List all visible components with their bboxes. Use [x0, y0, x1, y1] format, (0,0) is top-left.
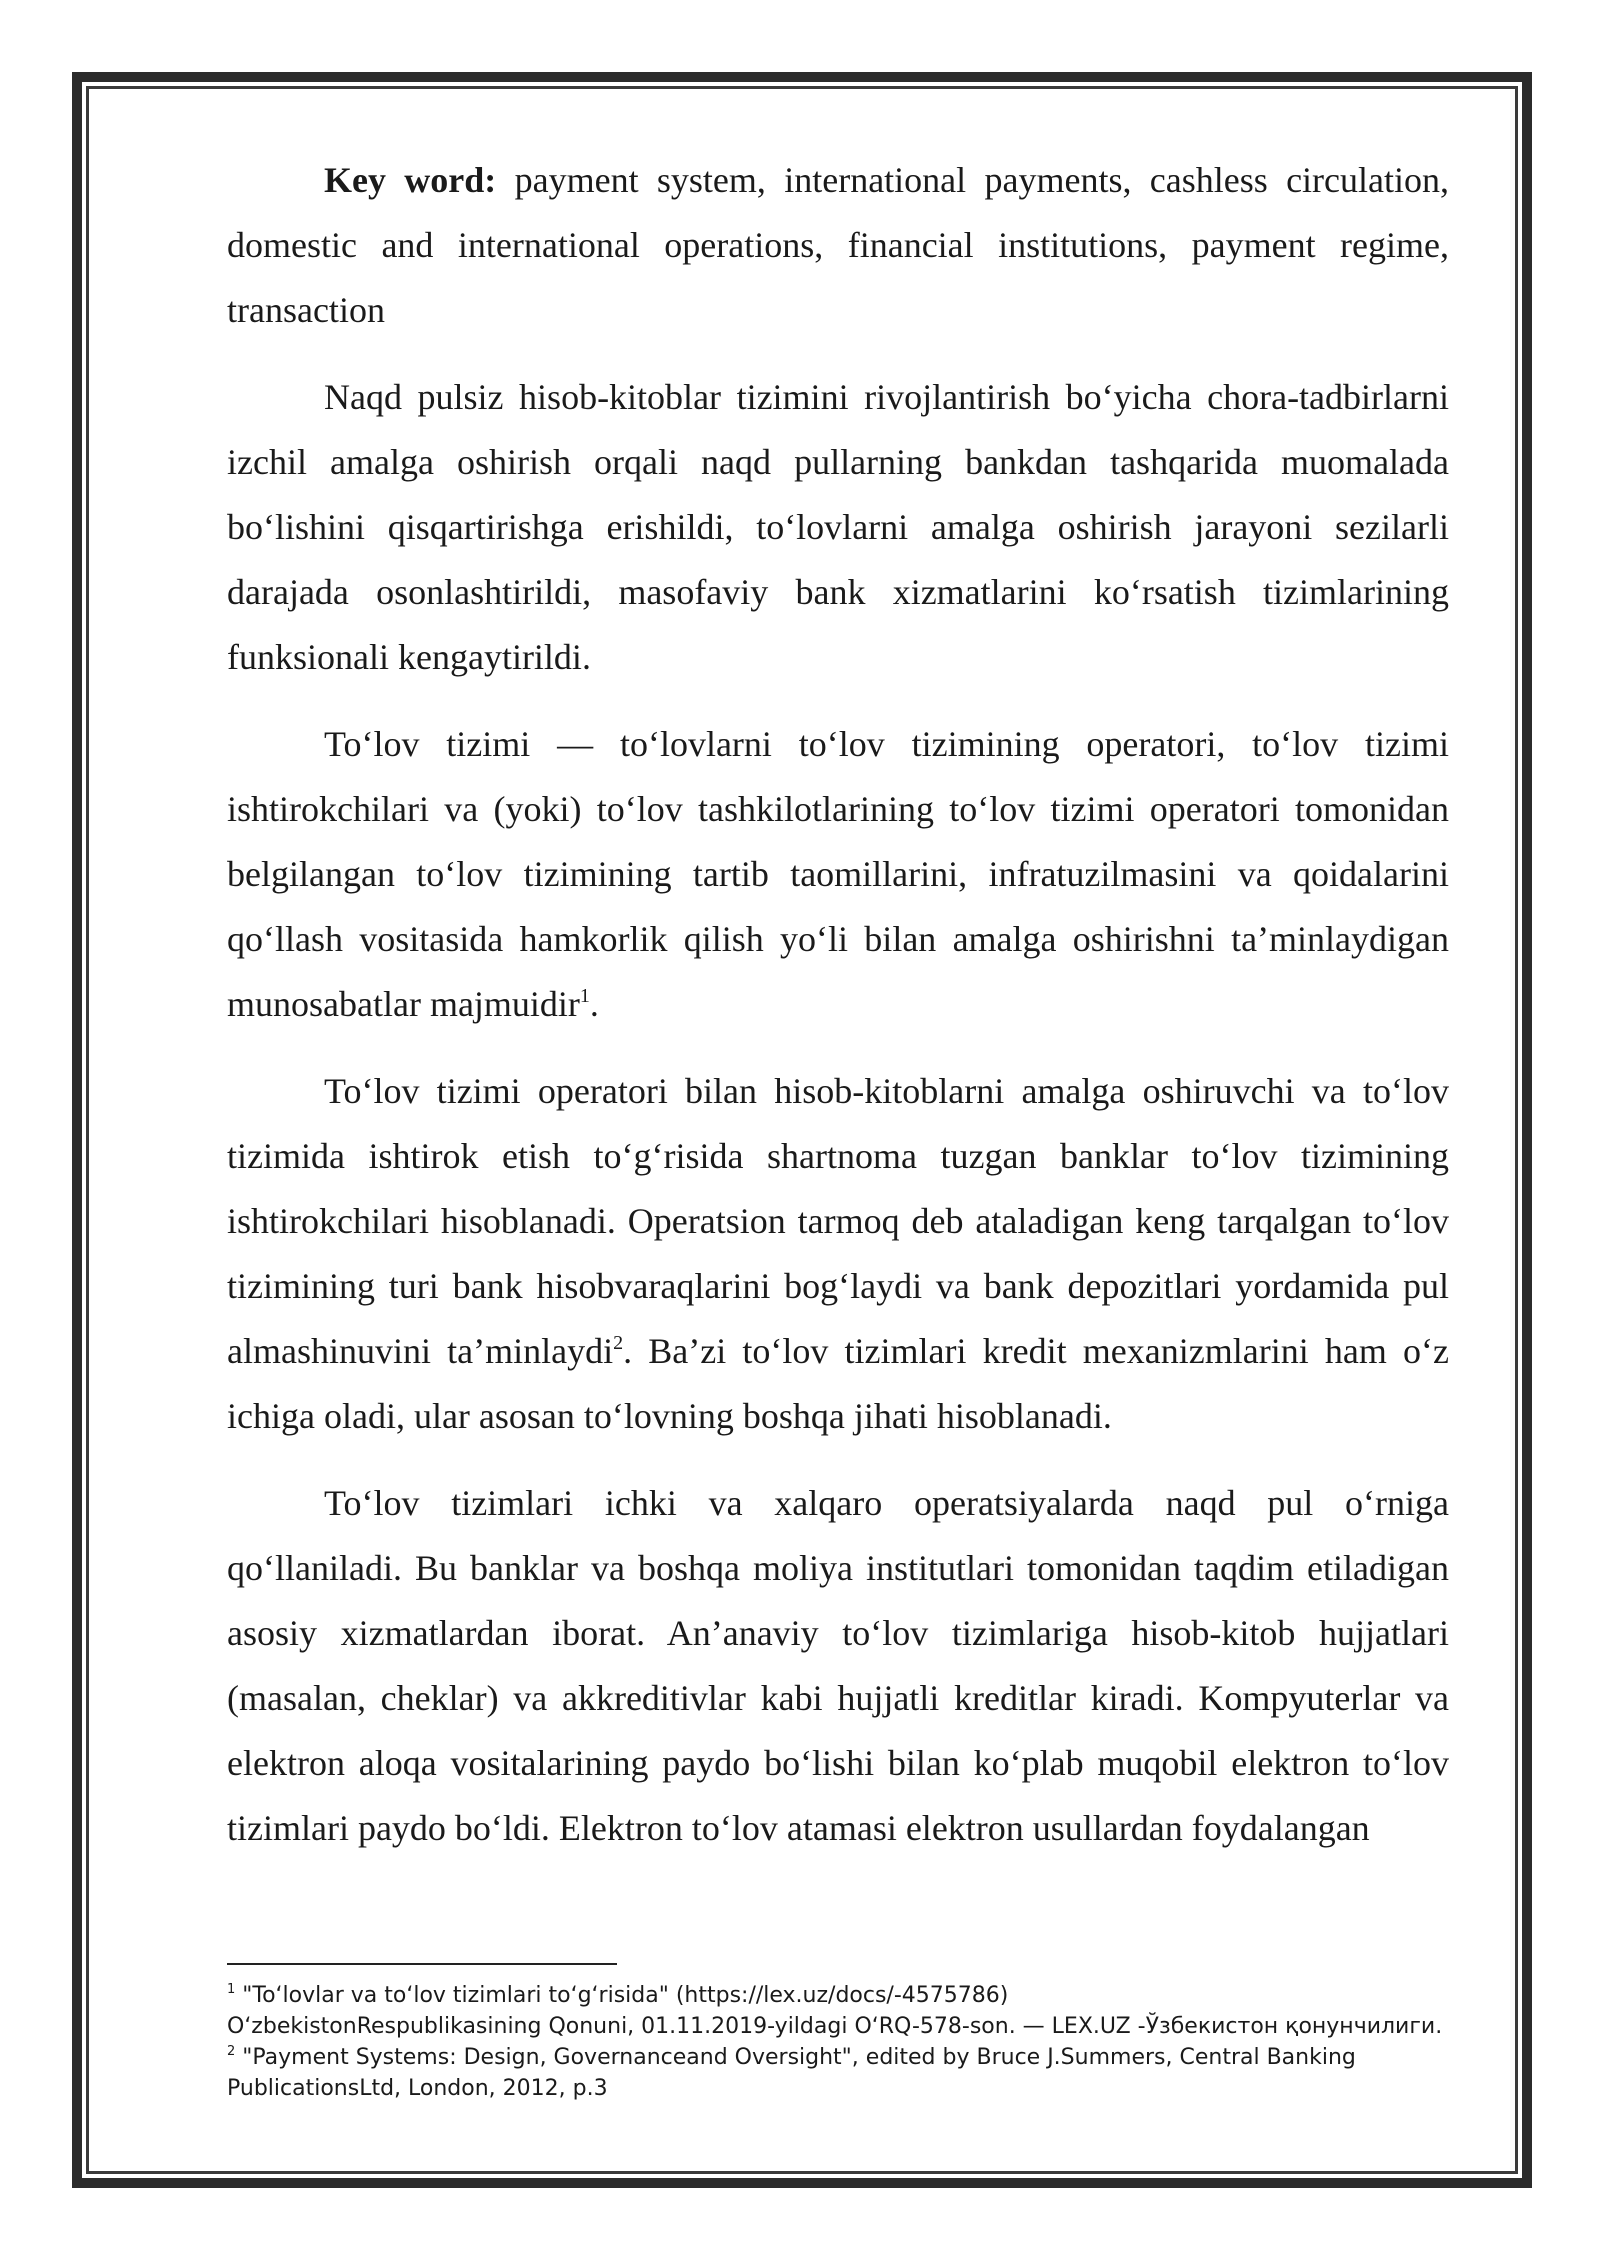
footnote-number: 2 [227, 2044, 236, 2059]
footnote-text: PublicationsLtd, London, 2012, p.3 [227, 2076, 608, 2101]
document-body [227, 148, 1449, 1883]
paragraph-text-tail: . Ba’zi to‘lov tizimlari kredit mexanizmlarini ham o‘z ichiga oladi, ular asosan to‘lovning boshqa jihati hisoblanadi. [227, 1331, 1449, 1436]
paragraph-participants [227, 1059, 1449, 1449]
paragraph-text-tail: . [589, 984, 599, 1024]
footnotes [227, 1980, 1449, 2104]
footnote-text: "To‘lovlar va to‘lov tizimlari to‘g‘risida" (https://lex.uz/docs/-4575786) [235, 1983, 1009, 2008]
paragraph-payment-system-definition [227, 712, 1449, 1037]
paragraph-cashless [227, 365, 1449, 690]
footnote-ref[interactable]: 2 [613, 1332, 624, 1354]
paragraph-text: To‘lov tizimi — to‘lovlarni to‘lov tizimining operatori, to‘lov tizimi ishtirokchilari va (yoki) to‘lov tashkilotlarining to‘lov tizimi operatori tomonidan belgilangan to‘lov tizimining tartib taomillarini, infratuzilmasini va qoidalarini qo‘llash vositasida hamkorlik qilish yo‘li bilan amalga oshirishni ta’minlaydigan munosabatlar majmuidir [227, 724, 1449, 1024]
footnote-separator [227, 1963, 617, 1965]
paragraph-text: To‘lov tizimlari ichki va xalqaro operatsiyalarda naqd pul o‘rniga qo‘llaniladi. Bu banklar va boshqa moliya institutlari tomonidan taqdim etiladigan asosiy xizmatlardan iborat. An’anaviy to‘lov tizimlariga hisob-kitob hujjatlari (masalan, cheklar) va akkreditivlar kabi hujjatli kreditlar kiradi. Kompyuterlar va elektron aloqa vositalarining paydo bo‘lishi bilan ko‘plab muqobil elektron to‘lov tizimlari paydo bo‘ldi. Elektron to‘lov atamasi elektron usullardan foydalangan [227, 1483, 1449, 1848]
footnote-2 [227, 2042, 1449, 2104]
footnote-text: "Payment Systems: Design, Governanceand Oversight", edited by Bruce J.Summers, Central Banking [235, 2045, 1356, 2070]
footnote-1 [227, 1980, 1449, 2042]
paragraph-text: To‘lov tizimi operatori bilan hisob-kitoblarni amalga oshiruvchi va to‘lov tizimida ishtirok etish to‘g‘risida shartnoma tuzgan banklar to‘lov tizimining ishtirokchilari hisoblanadi. Operatsion tarmoq deb ataladigan keng tarqalgan to‘lov tizimining turi bank hisobvaraqlarini bog‘laydi va bank depozitlari yordamida pul almashinuvini ta’minlaydi [227, 1071, 1449, 1371]
footnote-text: O‘zbekistonRespublikasining Qonuni, 01.11.2019-yildagi O‘RQ-578-son. — LEX.UZ -Ўзбекистон қонунчилиги. [227, 2014, 1443, 2039]
keywords-label: Key word: [324, 160, 497, 200]
paragraph-text: Naqd pulsiz hisob-kitoblar tizimini rivojlantirish bo‘yicha chora-tadbirlarni izchil amalga oshirish orqali naqd pullarning bankdan tashqarida muomalada bo‘lishini qisqartirishga erishildi, to‘lovlarni amalga oshirish jarayoni sezilarli darajada osonlashtirildi, masofaviy bank xizmatlarini ko‘rsatish tizimlarining funksionali kengaytirildi. [227, 377, 1449, 677]
paragraph-domestic-international [227, 1471, 1449, 1861]
keywords-text: payment system, international payments, cashless circulation, domestic and international operations, financial institutions, payment regime, transaction [227, 160, 1450, 330]
keywords-paragraph [227, 148, 1449, 343]
footnote-number: 1 [227, 1982, 236, 1997]
footnote-ref[interactable]: 1 [579, 985, 590, 1007]
